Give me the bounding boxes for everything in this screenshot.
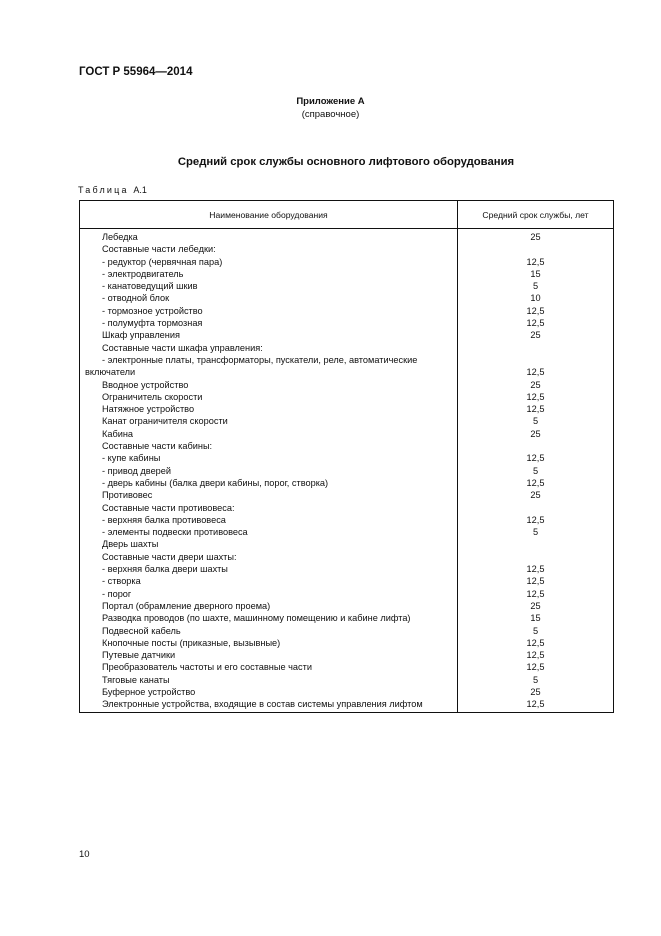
equipment-name-cell: Дверь шахты [80,538,458,550]
table-body [80,229,614,713]
equipment-service-life-table [79,200,614,713]
column-header-equipment: Наименование оборудования [80,201,458,229]
service-life-cell [458,243,614,255]
service-life-cell: 12,5 [458,477,614,489]
equipment-name-cell: Натяжное устройство [80,403,458,415]
equipment-name-cell: Путевые датчики [80,649,458,661]
equipment-name-cell: Составные части кабины: [80,440,458,452]
document-title: Средний срок службы основного лифтового оборудования [177,156,515,168]
table-label [78,185,147,195]
table-row [80,649,614,661]
table-row [80,428,614,440]
equipment-name-cell: Противовес [80,489,458,501]
equipment-name-cell: включатели [80,366,458,378]
service-life-cell: 12,5 [458,305,614,317]
equipment-name-cell: Тяговые канаты [80,674,458,686]
column-header-service-life: Средний срок службы, лет [458,201,614,229]
table-row [80,391,614,403]
service-life-cell: 12,5 [458,403,614,415]
table-row [80,686,614,698]
service-life-cell: 12,5 [458,637,614,649]
table-row [80,342,614,354]
equipment-name-cell: Лебедка [80,229,458,244]
equipment-name-cell: Кнопочные посты (приказные, вызывные) [80,637,458,649]
table-row [80,538,614,550]
equipment-name-cell: Составные части противовеса: [80,502,458,514]
equipment-name-cell: Портал (обрамление дверного проема) [80,600,458,612]
equipment-name-cell: - редуктор (червячная пара) [80,256,458,268]
equipment-name-cell: - купе кабины [80,452,458,464]
service-life-cell: 12,5 [458,514,614,526]
equipment-name-cell: Буферное устройство [80,686,458,698]
service-life-cell: 12,5 [458,366,614,378]
service-life-cell: 10 [458,292,614,304]
table-row [80,674,614,686]
table-row [80,637,614,649]
table-row [80,354,614,366]
service-life-cell: 5 [458,280,614,292]
equipment-name-cell: Канат ограничителя скорости [80,415,458,427]
table-row [80,329,614,341]
equipment-name-cell: - верхняя балка противовеса [80,514,458,526]
equipment-name-cell: Электронные устройства, входящие в состав системы управления лифтом [80,698,458,712]
table-row [80,489,614,501]
service-life-cell: 12,5 [458,563,614,575]
equipment-name-cell: Разводка проводов (по шахте, машинному помещению и кабине лифта) [80,612,458,624]
service-life-cell: 25 [458,428,614,440]
service-life-cell: 12,5 [458,575,614,587]
table-row [80,366,614,378]
equipment-name-cell: - верхняя балка двери шахты [80,563,458,575]
equipment-name-cell: - электронные платы, трансформаторы, пускатели, реле, автоматические [80,354,458,366]
service-life-cell: 12,5 [458,317,614,329]
service-life-cell: 12,5 [458,588,614,600]
table-row [80,502,614,514]
table-row [80,292,614,304]
service-life-cell: 25 [458,489,614,501]
service-life-cell: 12,5 [458,391,614,403]
table-row [80,612,614,624]
table-label-prefix: Таблица [78,185,129,195]
table-label-number: А.1 [133,185,147,195]
equipment-name-cell: Шкаф управления [80,329,458,341]
table-row [80,563,614,575]
table-row [80,229,614,244]
table-row [80,268,614,280]
service-life-cell: 25 [458,600,614,612]
appendix-subtitle: (справочное) [301,109,360,120]
table-row [80,452,614,464]
service-life-cell: 5 [458,526,614,538]
service-life-cell: 12,5 [458,649,614,661]
table-row [80,243,614,255]
service-life-cell [458,551,614,563]
table-row [80,256,614,268]
service-life-cell [458,502,614,514]
equipment-name-cell: Ограничитель скорости [80,391,458,403]
service-life-cell: 12,5 [458,698,614,712]
table-row [80,575,614,587]
equipment-name-cell: - тормозное устройство [80,305,458,317]
table-row [80,403,614,415]
table-row [80,625,614,637]
service-life-cell: 25 [458,229,614,244]
equipment-name-cell: Составные части двери шахты: [80,551,458,563]
appendix-heading [0,95,661,121]
equipment-name-cell: - электродвигатель [80,268,458,280]
page-number: 10 [79,849,90,860]
service-life-cell [458,342,614,354]
service-life-cell: 5 [458,465,614,477]
table-row [80,514,614,526]
table-row [80,551,614,563]
equipment-name-cell: - порог [80,588,458,600]
service-life-cell: 25 [458,686,614,698]
service-life-cell: 25 [458,329,614,341]
table-header-row [80,201,614,229]
table-row [80,379,614,391]
table-row [80,600,614,612]
appendix-title: Приложение А [296,96,365,107]
table-row [80,317,614,329]
service-life-cell: 12,5 [458,256,614,268]
service-life-cell [458,538,614,550]
table-row [80,280,614,292]
equipment-name-cell: - привод дверей [80,465,458,477]
service-life-cell: 5 [458,625,614,637]
equipment-name-cell: - элементы подвески противовеса [80,526,458,538]
table-row [80,415,614,427]
table-row [80,526,614,538]
equipment-name-cell: Вводное устройство [80,379,458,391]
service-life-cell: 12,5 [458,452,614,464]
service-life-cell: 12,5 [458,661,614,673]
document-id: ГОСТ Р 55964—2014 [79,66,193,78]
table-row [80,661,614,673]
table-row [80,440,614,452]
equipment-name-cell: Преобразователь частоты и его составные части [80,661,458,673]
equipment-name-cell: Составные части лебедки: [80,243,458,255]
equipment-name-cell: - створка [80,575,458,587]
service-life-cell [458,440,614,452]
table-row [80,465,614,477]
equipment-name-cell: - канатоведущий шкив [80,280,458,292]
equipment-name-cell: - полумуфта тормозная [80,317,458,329]
service-life-cell: 25 [458,379,614,391]
service-life-cell: 15 [458,268,614,280]
equipment-name-cell: Подвесной кабель [80,625,458,637]
service-life-cell: 5 [458,674,614,686]
table-row [80,477,614,489]
table-row [80,698,614,712]
service-life-cell: 15 [458,612,614,624]
table-row [80,305,614,317]
equipment-name-cell: - отводной блок [80,292,458,304]
service-life-cell [458,354,614,366]
table-row [80,588,614,600]
service-life-cell: 5 [458,415,614,427]
equipment-name-cell: Кабина [80,428,458,440]
equipment-name-cell: - дверь кабины (балка двери кабины, порог, створка) [80,477,458,489]
equipment-name-cell: Составные части шкафа управления: [80,342,458,354]
